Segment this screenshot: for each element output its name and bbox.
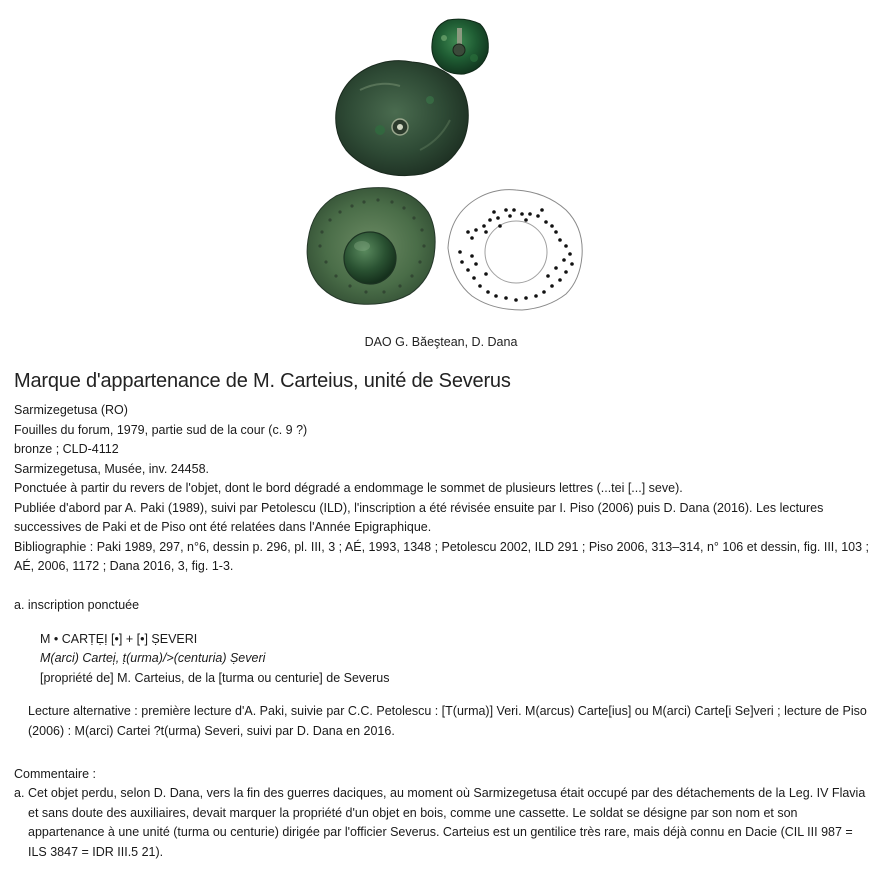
inscription-reading: M(arci) Cartei̩, ṭ(urma)/>(centuria) Ṣeveri: [40, 651, 266, 665]
bronze-disc-small-image: [432, 19, 488, 74]
meta-location: Sarmizegetusa (RO): [14, 403, 128, 417]
inscription-translation: [propriété de] M. Carteius, de la [turma ou centurie] de Severus: [40, 670, 390, 685]
spacer: [14, 577, 872, 596]
inscription-block: [40, 630, 872, 689]
bronze-disc-back-image: [336, 61, 469, 176]
meta-technique: Ponctuée à partir du revers de l'objet, dont le bord dégradé a endommage le sommet de plusieurs lettres (...tei [...] seve).: [14, 481, 683, 495]
meta-material: bronze ; CLD-4112: [14, 442, 119, 456]
figure-caption: DAO G. Băeştean, D. Dana: [364, 335, 518, 349]
punctured-inscription-drawing: [448, 190, 582, 310]
inscription-text: M • CARṬẸỊ [•] + [•] ṢEVERI: [40, 631, 198, 646]
alternative-reading: Lecture alternative : première lecture d'A. Paki, suivie par C.C. Petolescu : [T(urma)] Veri. M(arcus) Carte[ius] ou M(arci) Carte[i Se]veri ; lecture de Piso (2006) : M(arci) Cartei ?t(urma) Severi, suivi par D. Dana en 2016.: [28, 704, 867, 738]
commentary-marker: a.: [14, 786, 25, 800]
commentary-heading: Commentaire :: [14, 767, 96, 781]
record-title: Marque d'appartenance de M. Carteius, unité de Severus: [14, 370, 511, 392]
inscription-heading: a. inscription ponctuée: [14, 597, 140, 612]
meta-excavation: Fouilles du forum, 1979, partie sud de la cour (c. 9 ?): [14, 422, 308, 437]
commentary-text: Cet objet perdu, selon D. Dana, vers la fin des guerres daciques, au moment où Sarmizegetusa était occupé par des détachements de la Leg. IV Flavia et sans doute des auxiliaires, devait marquer la propriété d'un objet en bois, comme une cassette. Le soldat se désigne par son nom et son appartenance à une unité (turma ou centurie) dirigée par l'officier Severus. Carteius est un gentilice très rare, mais déjà connu en Dacie (CIL III 987 = ILS 3847 = IDR III.5 21).: [28, 786, 866, 859]
meta-museum: Sarmizegetusa, Musée, inv. 24458.: [14, 461, 210, 476]
meta-bibliography: Bibliographie : Paki 1989, 297, n°6, dessin p. 296, pl. III, 3 ; AÉ, 1993, 1348 ; Petolescu 2002, ILD 291 ; Piso 2006, 313–314, n° 106 et dessin, fig. III, 103 ; AÉ, 2006, 1172 ; Dana 2016, 3, fig. 1-3.: [14, 539, 870, 573]
commentary-item: [14, 784, 872, 862]
record: [14, 370, 872, 862]
figure: [0, 0, 882, 330]
meta-publication: Publiée d'abord par A. Paki (1989), suivi par Petolescu (ILD), l'inscription a été révisée ensuite par I. Piso (2006) puis D. Dana (2016). Les lectures successives de Paki et de Piso ont été relatées dans l'Année Epigraphique.: [14, 500, 824, 534]
bronze-disc-front-image: [307, 188, 435, 305]
figure-images: [0, 0, 882, 330]
record-meta: [14, 401, 872, 577]
